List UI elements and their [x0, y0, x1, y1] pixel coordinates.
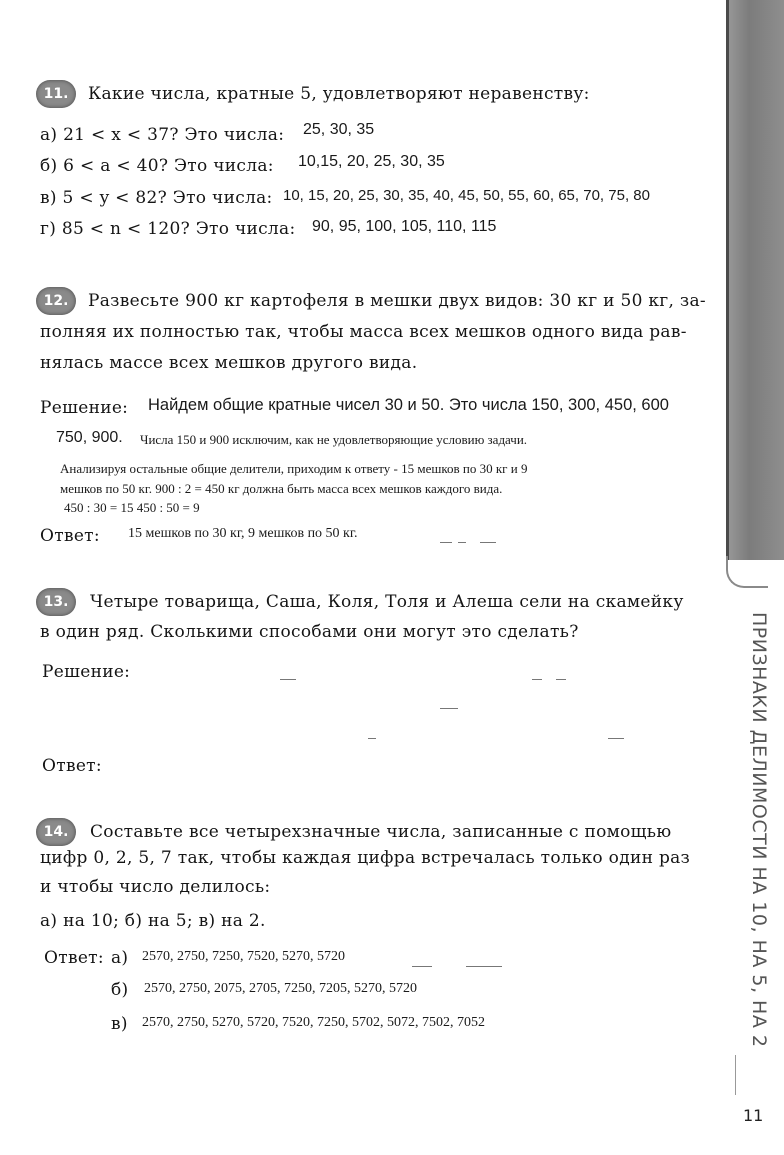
task-14-text-line3: и чтобы число делилось:	[40, 877, 271, 897]
task-12-answer-label: Ответ:	[40, 526, 100, 546]
task-12-solution-line3: Анализируя остальные общие делители, приходим к ответу - 15 мешков по 30 кг и 9	[60, 461, 528, 476]
answer-line-mark	[458, 542, 466, 543]
page-number: 11	[743, 1106, 764, 1125]
blank-line-mark	[440, 708, 458, 709]
task-11-a-prompt: а) 21 < x < 37? Это числа:	[40, 125, 285, 145]
task-14-answer-a-label: а)	[111, 948, 129, 968]
blank-line-mark	[368, 738, 376, 739]
task-11-d-answer: 90, 95, 100, 105, 110, 115	[312, 218, 497, 235]
answer-line-mark	[466, 966, 502, 967]
task-12-solution-label: Решение:	[40, 398, 129, 418]
task-11-c-prompt: в) 5 < y < 82? Это числа:	[40, 188, 273, 208]
task-14-answer-b-label: б)	[111, 980, 129, 1000]
task-12-text-line1: Развесьте 900 кг картофеля в мешки двух видов: 30 кг и 50 кг, за-	[88, 291, 706, 311]
task-11-a-answer: 25, 30, 35	[303, 121, 375, 138]
task-11-d-prompt: г) 85 < n < 120? Это числа:	[40, 219, 296, 239]
task-11-b-prompt: б) 6 < a < 40? Это числа:	[40, 156, 274, 176]
task-14-answer-a: 2570, 2750, 7250, 7520, 5270, 5720	[142, 949, 345, 964]
task-14-text-line2: цифр 0, 2, 5, 7 так, чтобы каждая цифра встречалась только один раз	[40, 848, 691, 868]
answer-line-mark	[440, 542, 452, 543]
task-12-solution-line2-typed: Числа 150 и 900 исключим, как не удовлетворяющие условию задачи.	[140, 432, 528, 447]
side-tab-curve	[726, 556, 768, 588]
task-12-text-line2: полняя их полностью так, чтобы масса всех мешков одного вида рав-	[40, 322, 687, 342]
task-12-text-line3: нялась массе всех мешков другого вида.	[40, 353, 418, 373]
task-14-answer-c-label: в)	[111, 1014, 128, 1034]
margin-mark	[735, 1055, 742, 1095]
task-12-solution-line1: Найдем общие кратные чисел 30 и 50. Это числа 150, 300, 450, 600	[148, 396, 669, 414]
task-12-answer: 15 мешков по 30 кг, 9 мешков по 50 кг.	[128, 526, 358, 541]
task-13-badge: 13.	[36, 588, 76, 616]
task-14-text-line1: Составьте все четырехзначные числа, записанные с помощью	[90, 822, 672, 842]
task-13-text-line2: в один ряд. Сколькими способами они могут это сделать?	[40, 622, 579, 642]
task-12-solution-line4: мешков по 50 кг. 900 : 2 = 450 кг должна быть масса всех мешков каждого вида.	[60, 481, 503, 496]
task-13-text-line1: Четыре товарища, Саша, Коля, Толя и Алеша сели на скамейку	[90, 592, 684, 612]
blank-line-mark	[532, 679, 542, 680]
task-12-solution-line5: 450 : 30 = 15 450 : 50 = 9	[64, 500, 200, 515]
task-14-badge: 14.	[36, 818, 76, 846]
task-14-answer-b: 2570, 2750, 2075, 2705, 7250, 7205, 5270, 5720	[144, 981, 417, 996]
task-12-badge: 12.	[36, 287, 76, 315]
task-11-b-answer: 10,15, 20, 25, 30, 35	[298, 153, 445, 170]
task-11-badge: 11.	[36, 80, 76, 108]
side-tab-bar	[726, 0, 784, 560]
task-14-answer-c: 2570, 2750, 5270, 5720, 7520, 7250, 5702, 5072, 7502, 7052	[142, 1015, 485, 1030]
task-12-solution-line2-hand: 750, 900.	[56, 429, 123, 446]
side-chapter-title: ПРИЗНАКИ ДЕЛИМОСТИ НА 10, НА 5, НА 2	[748, 612, 770, 1048]
task-11-question: Какие числа, кратные 5, удовлетворяют неравенству:	[88, 84, 590, 104]
task-14-answer-label: Ответ:	[44, 948, 104, 968]
answer-line-mark	[480, 542, 496, 543]
task-14-subquestions: а) на 10; б) на 5; в) на 2.	[40, 911, 266, 931]
blank-line-mark	[280, 679, 296, 680]
task-11-c-answer: 10, 15, 20, 25, 30, 35, 40, 45, 50, 55, 60, 65, 70, 75, 80	[283, 187, 650, 204]
blank-line-mark	[556, 679, 566, 680]
task-13-answer-label: Ответ:	[42, 756, 102, 776]
answer-line-mark	[412, 966, 432, 967]
task-13-solution-label: Решение:	[42, 662, 131, 682]
blank-line-mark	[608, 738, 624, 739]
